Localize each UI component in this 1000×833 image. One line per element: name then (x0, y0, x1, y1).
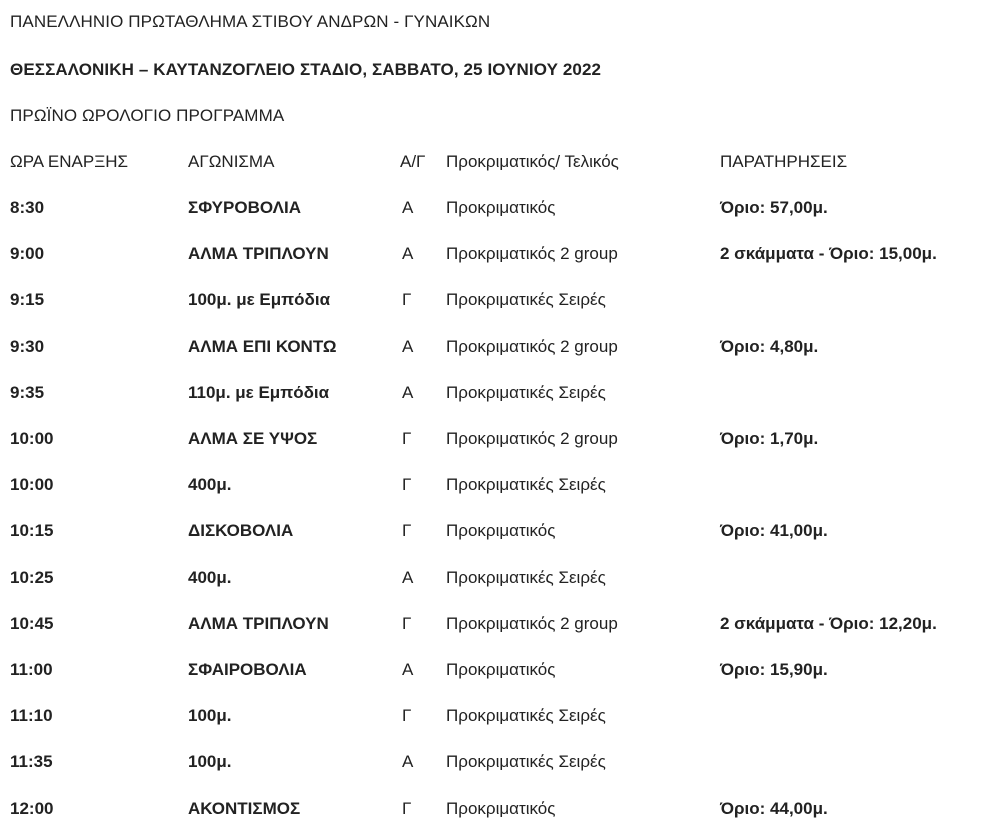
round-cell: Προκριματικός (446, 198, 556, 217)
time-cell: 10:15 (10, 521, 54, 540)
gender-cell: Α (402, 660, 414, 679)
round-cell: Προκριματικές Σειρές (446, 475, 606, 494)
event-cell: ΑΛΜΑ ΣΕ ΥΨΟΣ (188, 429, 318, 448)
event-cell: ΑΛΜΑ ΤΡΙΠΛΟΥΝ (188, 244, 329, 263)
notes-cell: Όριο: 41,00μ. (720, 521, 828, 540)
table-row (0, 337, 1000, 361)
event-cell: 100μ. (188, 706, 232, 725)
gender-cell: Α (402, 752, 414, 771)
time-cell: 9:35 (10, 383, 45, 402)
event-cell: 400μ. (188, 475, 232, 494)
gender-cell: Γ (402, 706, 412, 725)
section-title: ΠΡΩΪΝΟ ΩΡΟΛΟΓΙΟ ΠΡΟΓΡΑΜΜΑ (10, 106, 285, 125)
header-notes: ΠΑΡΑΤΗΡΗΣΕΙΣ (720, 152, 848, 171)
round-cell: Προκριματικός 2 group (446, 337, 618, 356)
gender-cell: Γ (402, 290, 412, 309)
table-row (0, 290, 1000, 314)
event-cell: ΣΦΑΙΡΟΒΟΛΙΑ (188, 660, 307, 679)
notes-cell: 2 σκάμματα - Όριο: 15,00μ. (720, 244, 937, 263)
time-cell: 9:30 (10, 337, 45, 356)
table-row (0, 521, 1000, 545)
time-cell: 11:10 (10, 706, 53, 725)
page-title: ΠΑΝΕΛΛΗΝΙΟ ΠΡΩΤΑΘΛΗΜΑ ΣΤΙΒΟΥ ΑΝΔΡΩΝ - ΓΥΝΑΙΚΩΝ (10, 12, 491, 31)
time-cell: 11:35 (10, 752, 53, 771)
notes-cell: Όριο: 15,90μ. (720, 660, 828, 679)
round-cell: Προκριματικός (446, 660, 556, 679)
table-header-row (0, 152, 1000, 176)
round-cell: Προκριματικές Σειρές (446, 568, 606, 587)
gender-cell: Α (402, 244, 414, 263)
round-cell: Προκριματικές Σειρές (446, 752, 606, 771)
gender-cell: Γ (402, 799, 412, 818)
time-cell: 11:00 (10, 660, 53, 679)
table-row (0, 799, 1000, 823)
notes-cell: Όριο: 57,00μ. (720, 198, 828, 217)
time-cell: 10:00 (10, 475, 54, 494)
round-cell: Προκριματικός 2 group (446, 429, 618, 448)
time-cell: 10:45 (10, 614, 54, 633)
time-cell: 9:15 (10, 290, 45, 309)
round-cell: Προκριματικός (446, 799, 556, 818)
event-cell: 100μ. με Εμπόδια (188, 290, 331, 309)
gender-cell: Γ (402, 475, 412, 494)
round-cell: Προκριματικές Σειρές (446, 706, 606, 725)
header-round: Προκριματικός/ Τελικός (446, 152, 619, 171)
table-row (0, 383, 1000, 407)
table-row (0, 198, 1000, 222)
event-cell: 110μ. με Εμπόδια (188, 383, 330, 402)
header-ag: Α/Γ (400, 152, 426, 171)
header-event: ΑΓΩΝΙΣΜΑ (188, 152, 275, 171)
notes-cell: Όριο: 4,80μ. (720, 337, 819, 356)
table-row (0, 244, 1000, 268)
event-cell: ΔΙΣΚΟΒΟΛΙΑ (188, 521, 294, 540)
table-row (0, 660, 1000, 684)
round-cell: Προκριματικές Σειρές (446, 290, 606, 309)
event-cell: ΣΦΥΡΟΒΟΛΙΑ (188, 198, 301, 217)
event-cell: 100μ. (188, 752, 232, 771)
round-cell: Προκριματικός (446, 521, 556, 540)
time-cell: 12:00 (10, 799, 54, 818)
notes-cell: Όριο: 1,70μ. (720, 429, 819, 448)
time-cell: 10:25 (10, 568, 54, 587)
table-row (0, 568, 1000, 592)
event-cell: ΑΛΜΑ ΤΡΙΠΛΟΥΝ (188, 614, 329, 633)
gender-cell: Γ (402, 429, 412, 448)
notes-cell: 2 σκάμματα - Όριο: 12,20μ. (720, 614, 937, 633)
time-cell: 8:30 (10, 198, 45, 217)
gender-cell: Α (402, 568, 414, 587)
gender-cell: Α (402, 198, 414, 217)
table-row (0, 475, 1000, 499)
header-time: ΩΡΑ ΕΝΑΡΞΗΣ (10, 152, 129, 171)
event-location-date: ΘΕΣΣΑΛΟΝΙΚΗ – ΚΑΥΤΑΝΖΟΓΛΕΙΟ ΣΤΑΔΙΟ, ΣΑΒΒΑΤΟ, 25 ΙΟΥΝΙΟΥ 2022 (10, 60, 602, 79)
notes-cell: Όριο: 44,00μ. (720, 799, 828, 818)
round-cell: Προκριματικές Σειρές (446, 383, 606, 402)
table-row (0, 752, 1000, 776)
round-cell: Προκριματικός 2 group (446, 614, 618, 633)
round-cell: Προκριματικός 2 group (446, 244, 618, 263)
table-row (0, 614, 1000, 638)
gender-cell: Γ (402, 614, 412, 633)
table-row (0, 429, 1000, 453)
gender-cell: Α (402, 383, 414, 402)
gender-cell: Α (402, 337, 414, 356)
gender-cell: Γ (402, 521, 412, 540)
time-cell: 9:00 (10, 244, 45, 263)
time-cell: 10:00 (10, 429, 54, 448)
event-cell: 400μ. (188, 568, 232, 587)
event-cell: ΑΛΜΑ ΕΠΙ ΚΟΝΤΩ (188, 337, 337, 356)
event-cell: ΑΚΟΝΤΙΣΜΟΣ (188, 799, 301, 818)
table-row (0, 706, 1000, 730)
